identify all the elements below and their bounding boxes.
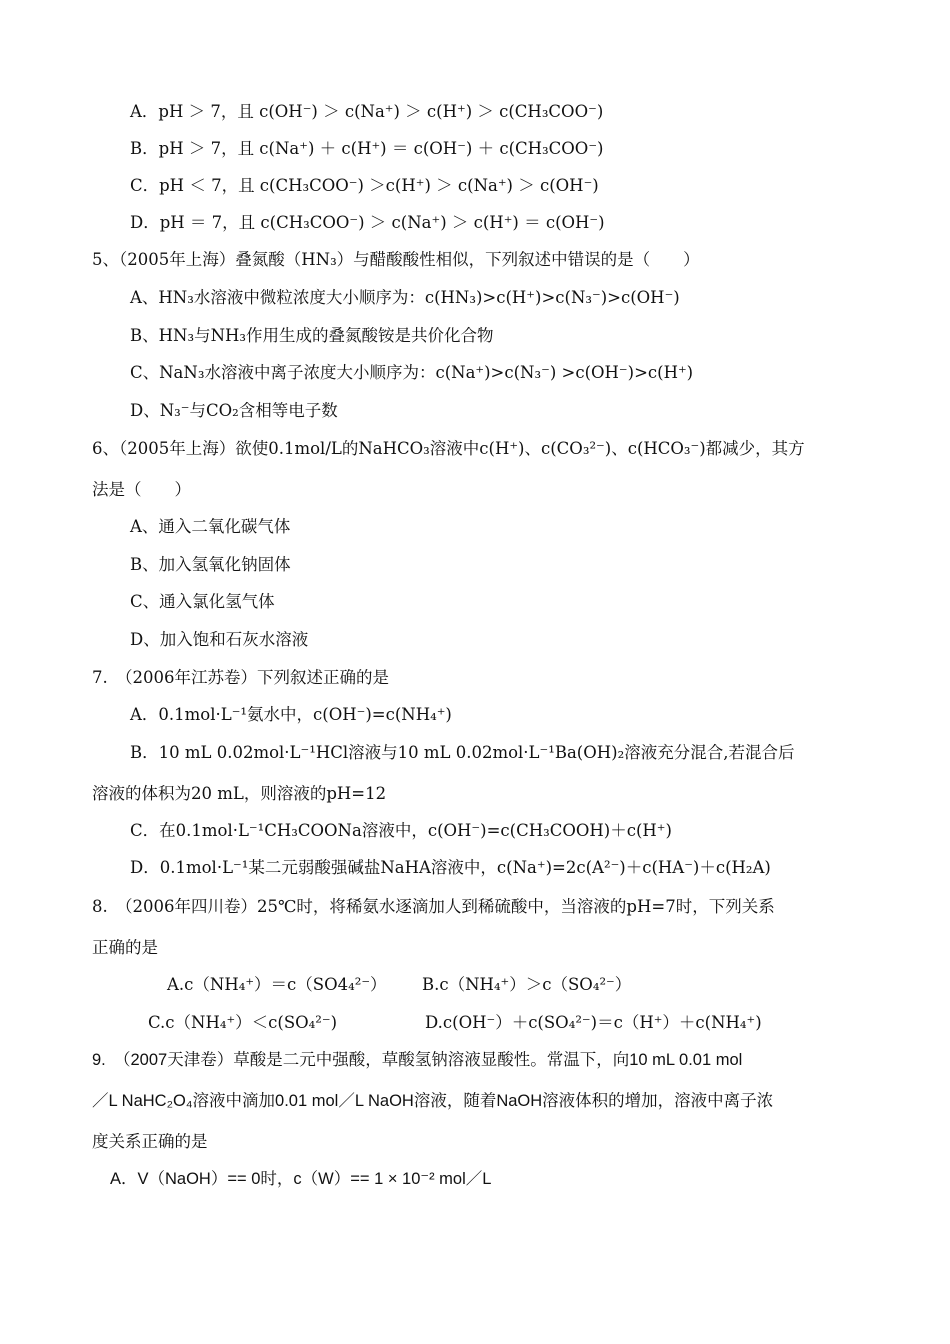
q8-option-a: A.c（NH₄⁺）＝c（SO4₄²⁻）: [167, 975, 387, 994]
q7-option-a: A．0.1mol·L⁻¹氨水中，c(OH⁻)=c(NH₄⁺): [130, 705, 452, 724]
q6-option-a: A、通入二氧化碳气体: [130, 517, 291, 536]
q8-option-d: D.c(OH⁻）＋c(SO₄²⁻)＝c（H⁺）＋c(NH₄⁺): [425, 1013, 762, 1032]
q6-option-b: B、加入氢氧化钠固体: [130, 555, 291, 574]
q6-option-d: D、加入饱和石灰水溶液: [130, 630, 309, 649]
q6-stem: 6、（2005年上海）欲使0.1mol/L的NaHCO₃溶液中c(H⁺)、c(CO₃²⁻)、c(HCO₃⁻)都减少，其方: [92, 439, 805, 458]
q4-option-a: A．pH ＞ 7，且 c(OH⁻) ＞ c(Na⁺) ＞ c(H⁺) ＞ c(CH₃COO⁻): [130, 102, 604, 121]
q9-stem: 9. （2007天津卷）草酸是二元中强酸，草酸氢钠溶液显酸性。常温下，向10 mL 0.01 mol: [92, 1051, 743, 1069]
q8-option-b: B.c（NH₄⁺）＞c（SO₄²⁻）: [422, 975, 632, 994]
q4-option-b: B．pH ＞ 7，且 c(Na⁺) ＋ c(H⁺) ＝ c(OH⁻) ＋ c(CH₃COO⁻): [130, 139, 604, 158]
q4-option-d: D．pH ＝ 7，且 c(CH₃COO⁻) ＞ c(Na⁺) ＞ c(H⁺) ＝ c(OH⁻): [130, 213, 605, 232]
q5-option-a: A、HN₃水溶液中微粒浓度大小顺序为：c(HN₃)>c(H⁺)>c(N₃⁻)>c(OH⁻): [130, 288, 680, 307]
q6-option-c: C、通入氯化氢气体: [130, 592, 275, 611]
q7-option-b: B．10 mL 0.02mol·L⁻¹HCl溶液与10 mL 0.02mol·L⁻¹Ba(OH)₂溶液充分混合,若混合后: [130, 743, 795, 762]
q7-option-b-cont: 溶液的体积为20 mL，则溶液的pH=12: [92, 784, 387, 803]
q9-option-a: A．V（NaOH）== 0时，c（W）== 1 × 10⁻² mol／L: [110, 1170, 492, 1188]
q5-option-c: C、NaN₃水溶液中离子浓度大小顺序为：c(Na⁺)>c(N₃⁻) >c(OH⁻)>c(H⁺): [130, 363, 694, 382]
q8-stem: 8. （2006年四川卷）25℃时，将稀氨水逐滴加人到稀硫酸中，当溶液的pH=7时，下列关系: [92, 897, 775, 916]
q7-option-d: D．0.1mol·L⁻¹某二元弱酸强碱盐NaHA溶液中，c(Na⁺)=2c(A²⁻)＋c(HA⁻)＋c(H₂A): [130, 858, 771, 877]
q5-stem: 5、（2005年上海）叠氮酸（HN₃）与醋酸酸性相似，下列叙述中错误的是（ ）: [92, 250, 700, 269]
q6-stem-cont: 法是（ ）: [92, 480, 191, 499]
q4-option-c: C．pH ＜ 7，且 c(CH₃COO⁻) ＞c(H⁺) ＞ c(Na⁺) ＞ c(OH⁻): [130, 176, 599, 195]
q8-option-c: C.c（NH₄⁺）＜c(SO₄²⁻): [148, 1013, 338, 1032]
q9-stem-cont: ／L NaHC₂O₄溶液中滴加0.01 mol／L NaOH溶液，随着NaOH溶液体积的增加，溶液中离子浓: [92, 1092, 774, 1110]
q9-stem-end: 度关系正确的是: [92, 1133, 208, 1151]
q5-option-b: B、HN₃与NH₃作用生成的叠氮酸铵是共价化合物: [130, 326, 494, 345]
q5-option-d: D、N₃⁻与CO₂含相等电子数: [130, 401, 338, 420]
q8-stem-cont: 正确的是: [92, 938, 158, 957]
q7-option-c: C．在0.1mol·L⁻¹CH₃COONa溶液中，c(OH⁻)=c(CH₃COOH)＋c(H⁺): [130, 821, 672, 840]
q7-stem: 7. （2006年江苏卷）下列叙述正确的是: [92, 668, 389, 687]
